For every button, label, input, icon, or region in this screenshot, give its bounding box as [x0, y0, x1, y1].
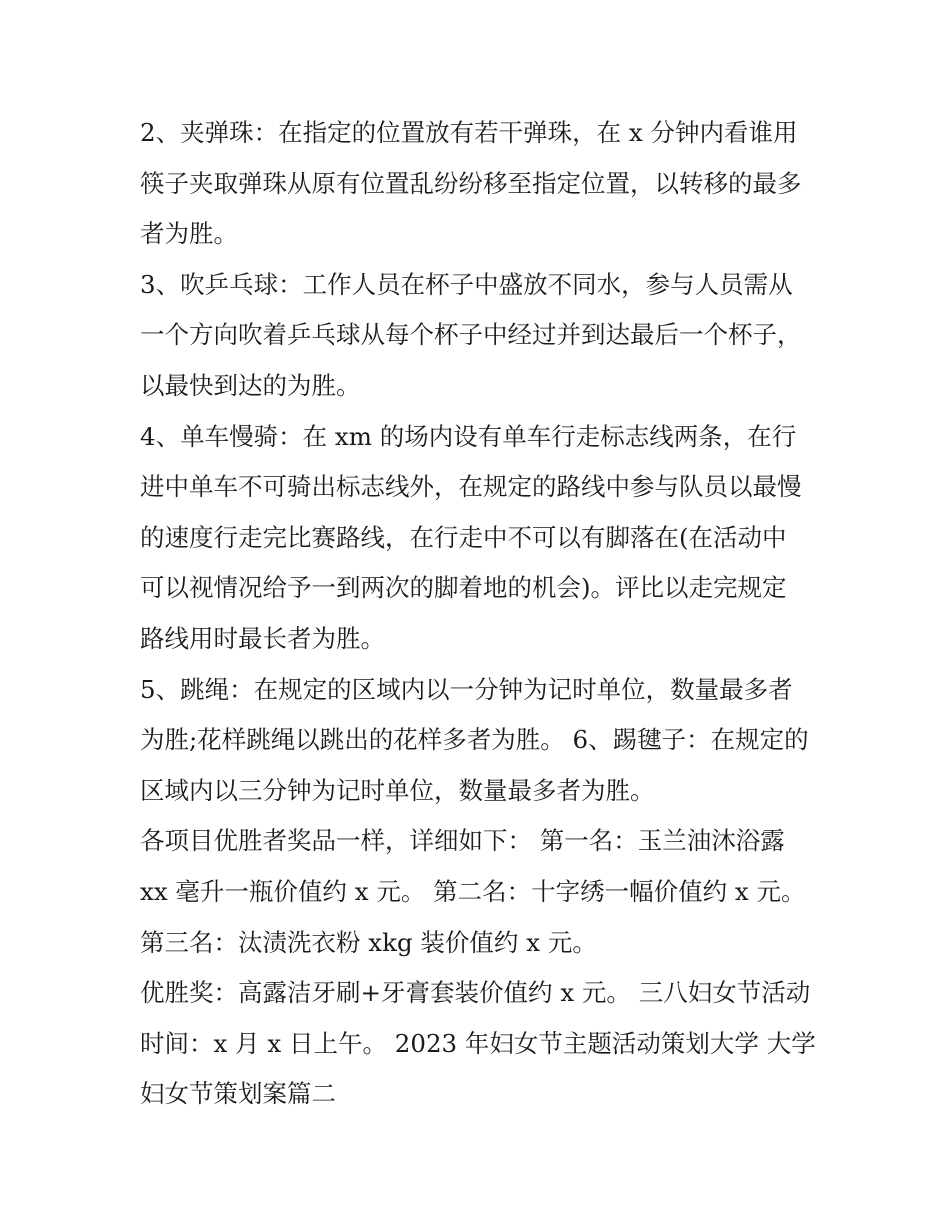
- text-line: 可以视情况给予一到两次的脚着地的机会)。评比以走完规定: [140, 573, 787, 603]
- text-line: 筷子夹取弹珠从原有位置乱纷纷移至指定位置，以转移的最多: [140, 168, 802, 198]
- text-line: 第三名：汰渍洗衣粉 xkg 装价值约 x 元。: [140, 927, 597, 957]
- text-line: 以最快到达的为胜。: [140, 370, 361, 400]
- text-line: 4、单车慢骑：在 xm 的场内设有单车行走标志线两条，在行: [140, 421, 797, 451]
- text-line: 的速度行走完比赛路线，在行走中不可以有脚落在(在活动中: [140, 522, 787, 552]
- text-line: 3、吹乒乓球：工作人员在杯子中盛放不同水，参与人员需从: [140, 269, 793, 299]
- text-line: 5、跳绳：在规定的区域内以一分钟为记时单位，数量最多者: [140, 674, 793, 704]
- text-line: xx 毫升一瓶价值约 x 元。 第二名：十字绣一幅价值约 x 元。: [140, 876, 806, 906]
- text-line: 优胜奖：高露洁牙刷+牙膏套装价值约 x 元。 三八妇女节活动: [140, 978, 811, 1008]
- text-line: 2、夹弹珠：在指定的位置放有若干弹珠，在 x 分钟内看谁用: [140, 118, 798, 147]
- text-line: 一个方向吹着乒乓球从每个杯子中经过并到达最后一个杯子，: [140, 320, 802, 350]
- text-line: 为胜;花样跳绳以跳出的花样多者为胜。 6、踢毽子：在规定的: [140, 725, 809, 755]
- text-line: 时间：x 月 x 日上午。 2023 年妇女节主题活动策划大学 大学: [140, 1028, 816, 1058]
- text-line: 各项目优胜者奖品一样，详细如下： 第一名：玉兰油沐浴露: [140, 826, 785, 856]
- document-body: [140, 108, 820, 1120]
- text-line: 区域内以三分钟为记时单位，数量最多者为胜。: [140, 775, 655, 805]
- text-line: 路线用时最长者为胜。: [140, 623, 385, 653]
- text-line: 者为胜。: [140, 219, 238, 249]
- text-line: 进中单车不可骑出标志线外，在规定的路线中参与队员以最慢: [140, 472, 802, 502]
- text-line: 妇女节策划案篇二: [140, 1079, 336, 1109]
